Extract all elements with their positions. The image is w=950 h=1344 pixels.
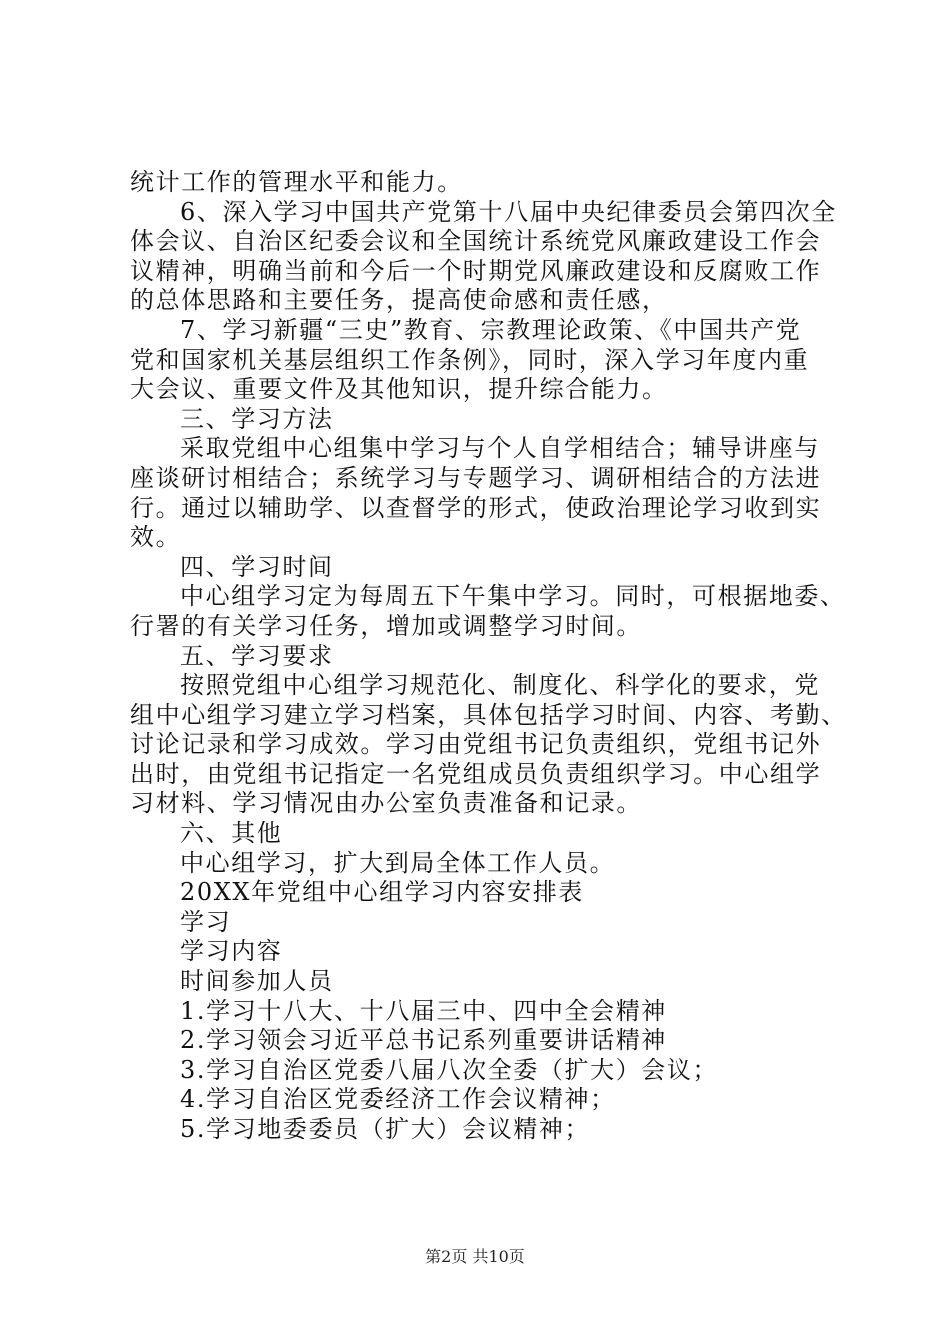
list-item: 1.学习十八大、十八届三中、四中全会精神 <box>180 996 667 1025</box>
text-line: 讨论记录和学习成效。学习由党组书记负责组织，党组书记外 <box>130 730 822 759</box>
text-line: 出时，由党组书记指定一名党组成员负责组织学习。中心组学 <box>130 759 822 788</box>
list-item: 5.学习地委委员（扩大）会议精神； <box>180 1115 591 1143</box>
table-title: 20XX年党组中心组学习内容安排表 <box>180 878 584 907</box>
text-line: 的总体思路和主要任务，提高使命感和责任感， <box>130 286 668 315</box>
text-line: 习材料、学习情况由办公室负责准备和记录。 <box>130 789 642 818</box>
section-heading: 五、学习要求 <box>180 641 334 670</box>
document-body <box>130 168 847 1145</box>
text-line: 行署的有关学习任务，增加或调整学习时间。 <box>130 611 642 640</box>
text-line: 体会议、自治区纪委会议和全国统计系统党风廉政建设工作会 <box>130 227 822 256</box>
text-line: 大会议、重要文件及其他知识，提升综合能力。 <box>130 375 668 404</box>
table-header-cell: 学习内容 <box>180 937 283 966</box>
text-line: 采取党组中心组集中学习与个人自学相结合；辅导讲座与 <box>180 434 820 463</box>
section-heading: 六、其他 <box>180 819 283 848</box>
table-header-cell: 时间参加人员 <box>180 967 334 996</box>
section-heading: 四、学习时间 <box>180 552 334 581</box>
text-line: 座谈研讨相结合；系统学习与专题学习、调研相结合的方法进 <box>130 463 822 492</box>
text-line: 统计工作的管理水平和能力。 <box>130 168 463 196</box>
page-number: 第2页 共10页 <box>425 1247 525 1266</box>
text-line: 议精神，明确当前和今后一个时期党风廉政建设和反腐败工作 <box>130 256 822 285</box>
text-line: 7、学习新疆“三史”教育、宗教理论政策、《中国共产党 <box>180 315 802 344</box>
text-line: 中心组学习，扩大到局全体工作人员。 <box>180 848 616 877</box>
text-line: 行。通过以辅助学、以查督学的形式，使政治理论学习收到实 <box>130 493 822 522</box>
list-item: 4.学习自治区党委经济工作会议精神； <box>180 1085 616 1114</box>
text-line: 效。 <box>130 523 182 552</box>
text-line: 按照党组中心组学习规范化、制度化、科学化的要求，党 <box>180 671 820 700</box>
table-header-cell: 学习 <box>180 907 232 936</box>
text-line: 党和国家机关基层组织工作条例》，同时，深入学习年度内重 <box>130 345 810 374</box>
text-line: 中心组学习定为每周五下午集中学习。同时，可根据地委、 <box>180 582 846 611</box>
list-item: 3.学习自治区党委八届八次全委（扩大）会议； <box>180 1055 719 1084</box>
text-line: 组中心组学习建立学习档案，具体包括学习时间、内容、考勤、 <box>130 700 847 729</box>
section-heading: 三、学习方法 <box>180 404 334 433</box>
text-line: 6、深入学习中国共产党第十八届中央纪律委员会第四次全 <box>180 197 837 226</box>
list-item: 2.学习领会习近平总书记系列重要讲话精神 <box>180 1026 667 1055</box>
